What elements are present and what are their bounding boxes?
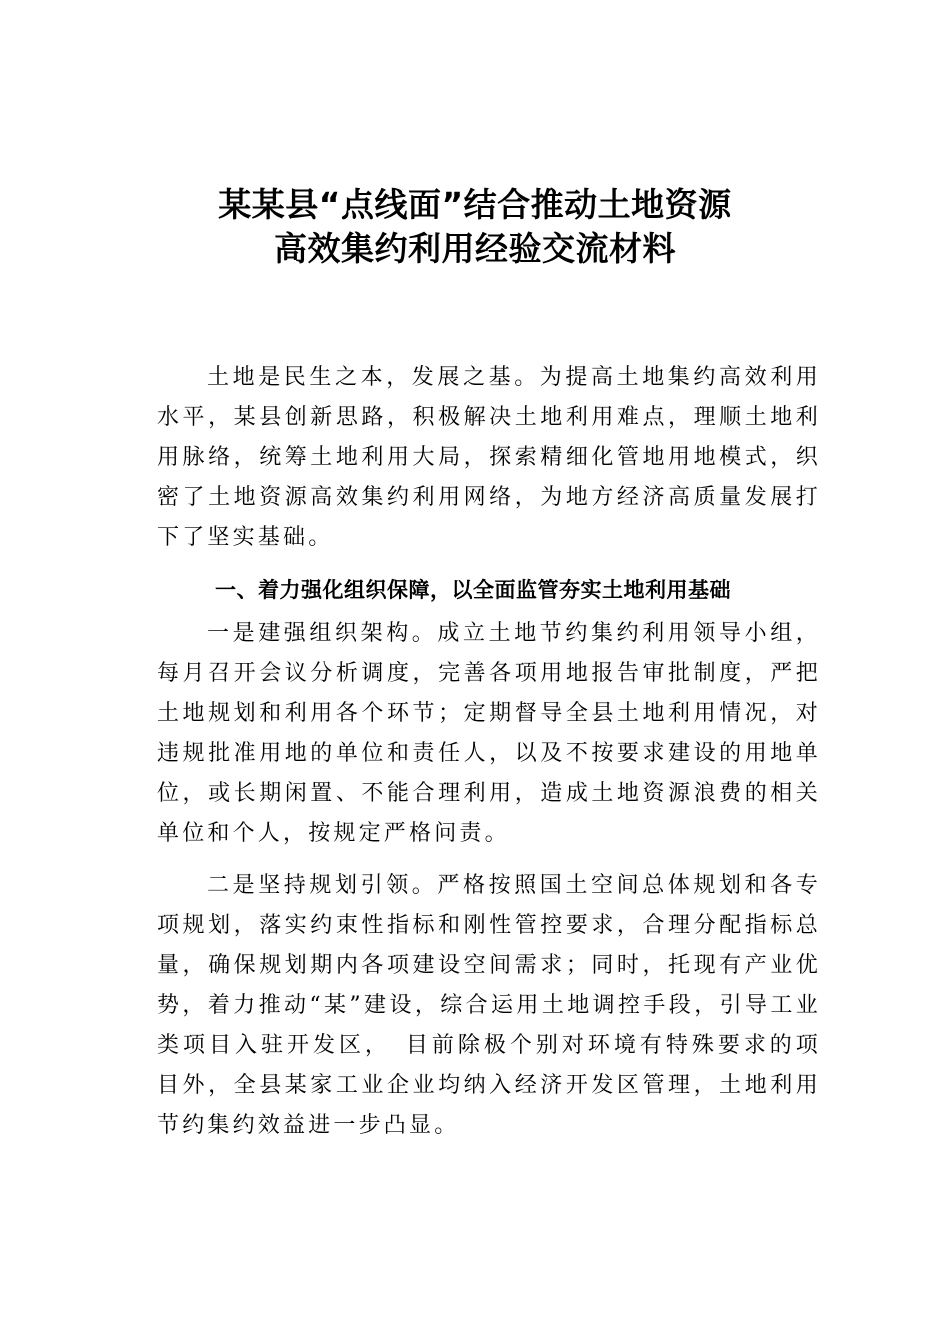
intro-paragraph-block xyxy=(157,358,821,558)
paragraph-block-organization xyxy=(157,614,821,854)
paragraph-organization: 一是建强组织架构。成立土地节约集约利用领导小组，每月召开会议分析调度，完善各项用地报告审批制度，严把土地规划和利用各个环节；定期督导全县土地利用情况，对违规批准用地的单位和责任人，以及不按要求建设的用地单位，或长期闲置、不能合理利用，造成土地资源浪费的相关单位和个人，按规定严格问责。 xyxy=(157,621,821,846)
section-heading: 一、着力强化组织保障，以全面监管夯实土地利用基础 xyxy=(215,578,731,602)
title-line-1: 某某县“点线面”结合推动土地资源 xyxy=(218,185,732,224)
paragraph-planning: 二是坚持规划引领。严格按照国土空间总体规划和各专项规划，落实约束性指标和刚性管控要求，合理分配指标总量，确保规划期内各项建设空间需求；同时，托现有产业优势，着力推动“某”建设，综合运用土地调控手段，引导工业类项目入驻开发区， 目前除极个别对环境有特殊要求的项目外，全县某家工业企业均纳入经济开发区管理，土地利用节约集约效益进一步凸显。 xyxy=(157,873,821,1138)
paragraph-block-planning xyxy=(157,866,821,1146)
document-title xyxy=(0,183,950,271)
title-line-2: 高效集约利用经验交流材料 xyxy=(274,229,676,268)
intro-paragraph: 土地是民生之本，发展之基。为提高土地集约高效利用水平，某县创新思路，积极解决土地利用难点，理顺土地利用脉络，统筹土地利用大局，探索精细化管地用地模式，织密了土地资源高效集约利用网络，为地方经济高质量发展打下了坚实基础。 xyxy=(157,365,821,550)
